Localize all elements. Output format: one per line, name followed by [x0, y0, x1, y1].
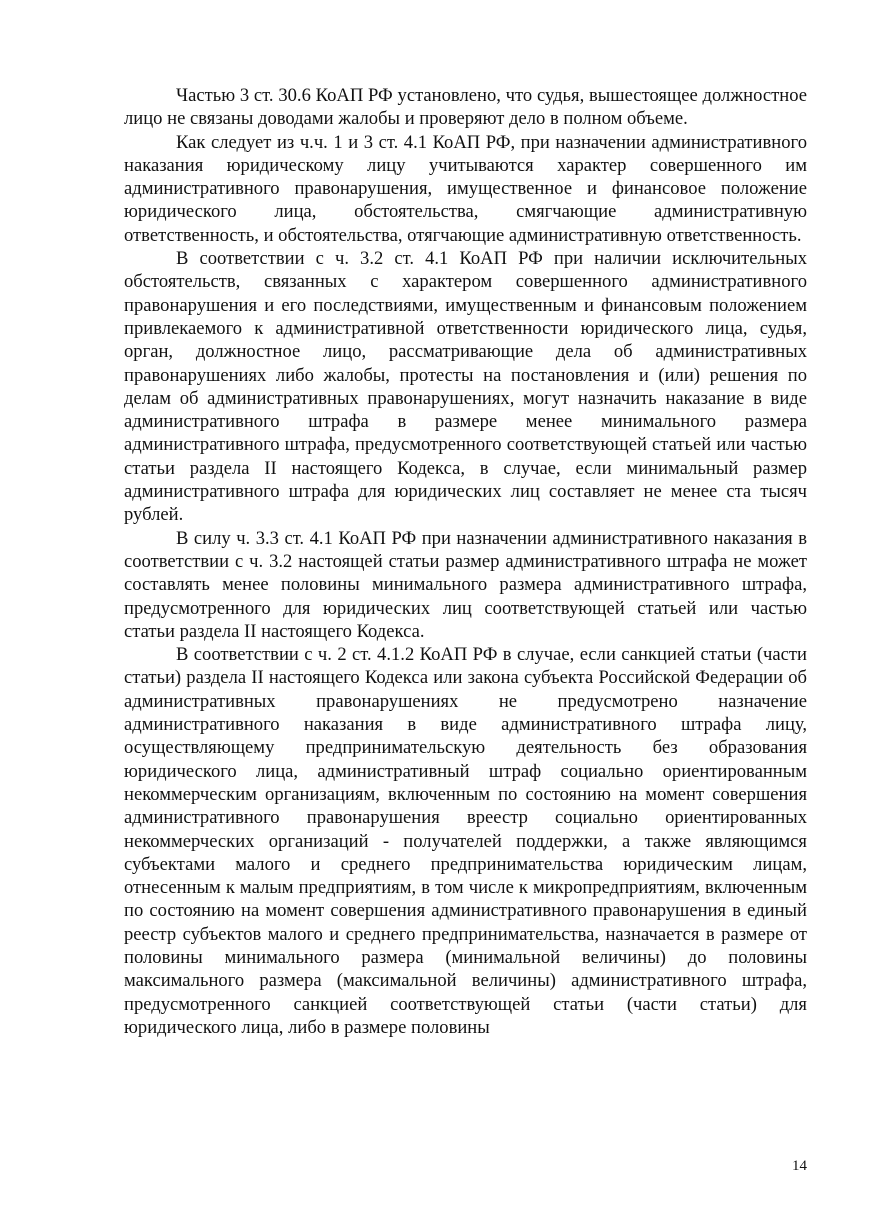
document-body	[124, 84, 807, 1039]
paragraph-5: В соответствии с ч. 2 ст. 4.1.2 КоАП РФ в случае, если санкцией статьи (части статьи) раздела II настоящего Кодекса или закона субъекта Российской Федерации об административных правонарушениях не предусмотрено назначение административного наказания в виде административного штрафа лицу, осуществляющему предпринимательскую деятельность без образования юридического лица, административный штраф социально ориентированным некоммерческим организациям, включенным по состоянию на момент совершения административного правонарушения вреестр социально ориентированных некоммерческих организаций - получателей поддержки, а также являющимся субъектами малого и среднего предпринимательства юридическим лицам, отнесенным к малым предприятиям, в том числе к микропредприятиям, включенным по состоянию на момент совершения административного правонарушения в единый реестр субъектов малого и среднего предпринимательства, назначается в размере от половины минимального размера (минимальной величины) до половины максимального размера (максимальной величины) административного штрафа, предусмотренного санкцией соответствующей статьи (части статьи) для юридического лица, либо в размере половины	[124, 644, 807, 1038]
paragraph-1: Частью 3 ст. 30.6 КоАП РФ установлено, что судья, вышестоящее должностное лицо не связаны доводами жалобы и проверяют дело в полном объеме.	[124, 85, 807, 130]
page-number: 14	[792, 1158, 807, 1174]
paragraph-3: В соответствии с ч. 3.2 ст. 4.1 КоАП РФ при наличии исключительных обстоятельств, связанных с характером совершенного административного правонарушения и его последствиями, имущественным и финансовым положением привлекаемого к административной ответственности юридического лица, судья, орган, должностное лицо, рассматривающие дела об административных правонарушениях либо жалобы, протесты на постановления и (или) решения по делам об административных правонарушениях, могут назначить наказание в виде административного штрафа в размере менее минимального размера административного штрафа, предусмотренного соответствующей статьей или частью статьи раздела II настоящего Кодекса, в случае, если минимальный размер административного штрафа для юридических лиц составляет не менее ста тысяч рублей.	[124, 248, 807, 526]
paragraph-4: В силу ч. 3.3 ст. 4.1 КоАП РФ при назначении административного наказания в соответствии с ч. 3.2 настоящей статьи размер административного штрафа не может составлять менее половины минимального размера административного штрафа, предусмотренного для юридических лиц соответствующей статьей или частью статьи раздела II настоящего Кодекса.	[124, 527, 807, 642]
paragraph-2: Как следует из ч.ч. 1 и 3 ст. 4.1 КоАП РФ, при назначении административного наказания юридическому лицу учитываются характер совершенного им административного правонарушения, имущественное и финансовое положение юридического лица, обстоятельства, смягчающие административную ответственность, и обстоятельства, отягчающие административную ответственность.	[124, 131, 807, 246]
